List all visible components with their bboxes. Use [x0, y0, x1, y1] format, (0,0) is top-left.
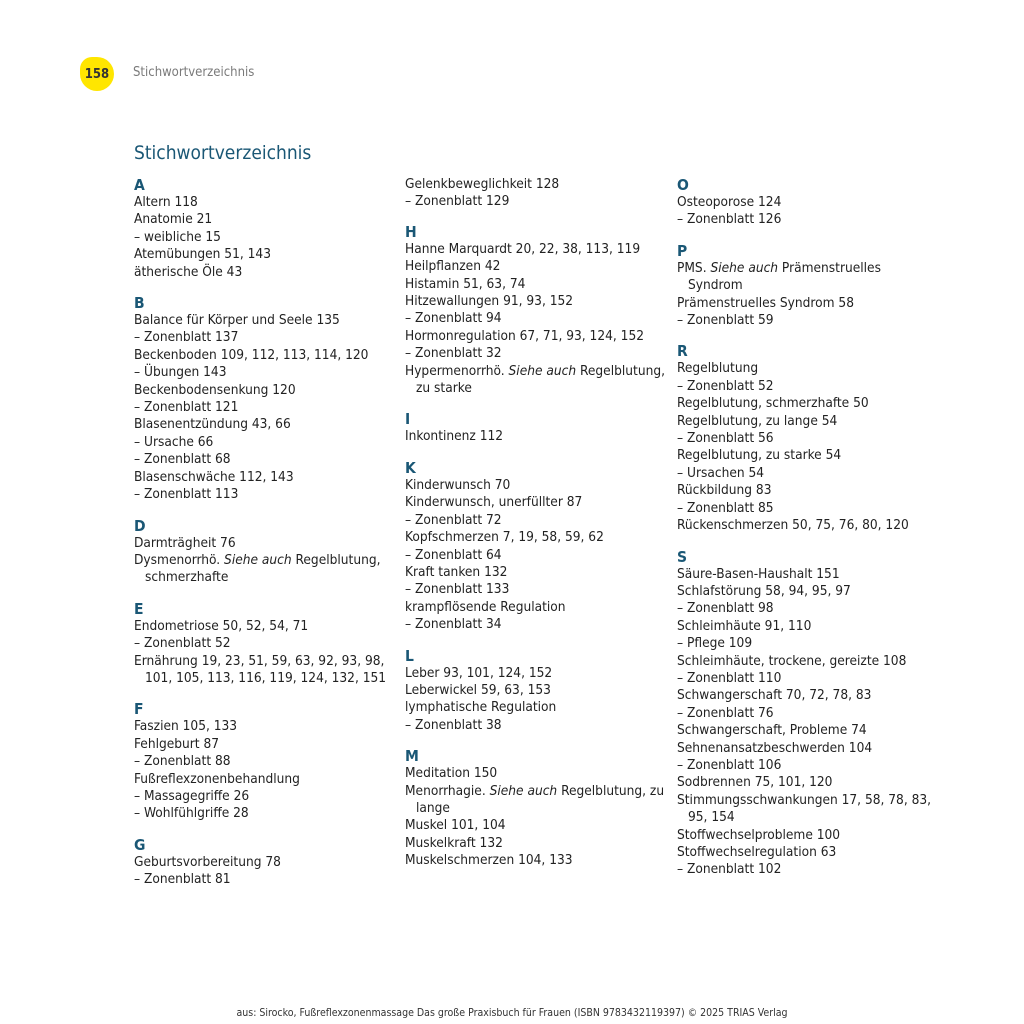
- index-entry: Hanne Marquardt 20, 22, 38, 113, 119: [405, 240, 641, 257]
- index-letter-heading: E: [134, 599, 144, 618]
- index-letter-heading: P: [677, 241, 688, 260]
- index-entry: Kinderwunsch, unerfüllter 87: [405, 494, 583, 511]
- index-group-f: [134, 700, 396, 822]
- index-entry: Schlafstörung 58, 94, 95, 97: [677, 582, 851, 599]
- index-entry: Heilpflanzen 42: [405, 258, 501, 275]
- index-entry: – Zonenblatt 76: [677, 704, 774, 721]
- index-entry: – Pflege 109: [677, 635, 753, 652]
- footer-citation: aus: Sirocko, Fußreflexzonenmassage Das große Praxisbuch für Frauen (ISBN 9783432119397) © 2025 TRIAS Verlag: [236, 1007, 788, 1019]
- index-group-g: [134, 836, 396, 889]
- index-entry: – Zonenblatt 85: [677, 499, 774, 516]
- running-title: Stichwortverzeichnis: [133, 65, 255, 80]
- index-entry: – Zonenblatt 137: [134, 329, 239, 346]
- index-entry: Schwangerschaft 70, 72, 78, 83: [677, 687, 872, 704]
- index-entry: Schleimhäute 91, 110: [677, 617, 812, 634]
- index-entry: Stoffwechselprobleme 100: [677, 826, 841, 843]
- index-group-l: [405, 647, 667, 735]
- index-letter-heading: L: [405, 646, 414, 665]
- index-entry: – Zonenblatt 34: [405, 616, 502, 633]
- index-entry: Ernährung 19, 23, 51, 59, 63, 92, 93, 98, 101, 105, 113, 116, 119, 124, 132, 151: [134, 652, 387, 686]
- index-entry: – Zonenblatt 38: [405, 716, 502, 733]
- index-entry: Gelenkbeweglichkeit 128: [405, 176, 560, 192]
- index-entry: – Zonenblatt 102: [677, 861, 782, 878]
- index-entry: Dysmenorrhö. Siehe auch Regelblutung, schmerzhafte: [134, 551, 381, 586]
- index-entry: Atemübungen 51, 143: [134, 246, 271, 263]
- index-entry: Geburtsvorbereitung 78: [134, 853, 281, 870]
- index-group-k: [405, 459, 667, 634]
- index-entry: Inkontinenz 112: [405, 428, 504, 445]
- index-letter-heading: B: [134, 294, 145, 313]
- index-entry: Beckenboden 109, 112, 113, 114, 120: [134, 346, 369, 363]
- index-entry: Blasenschwäche 112, 143: [134, 468, 294, 485]
- index-entry: Regelblutung: [677, 360, 759, 377]
- index-entry: Menorrhagie. Siehe auch Regelblutung, zu lange: [405, 782, 665, 816]
- index-group-a: [134, 176, 396, 281]
- index-entry: Stoffwechselregulation 63: [677, 844, 837, 860]
- index-group-continued: [405, 176, 667, 211]
- index-group-b: [134, 294, 396, 503]
- index-entry: krampflösende Regulation: [405, 598, 566, 615]
- index-entry: – Zonenblatt 32: [405, 345, 502, 362]
- index-letter-heading: H: [405, 222, 417, 241]
- index-entry: Kinderwunsch 70: [405, 476, 511, 493]
- index-entry: Rückbildung 83: [677, 482, 772, 499]
- index-entry: Osteoporose 124: [677, 194, 782, 210]
- page-number: 158: [84, 66, 110, 82]
- index-letter-heading: O: [677, 176, 689, 194]
- index-entry: Sehnenansatzbeschwerden 104: [677, 739, 873, 756]
- index-entry: Endometriose 50, 52, 54, 71: [134, 617, 309, 634]
- index-letter-heading: I: [405, 410, 411, 429]
- index-entry: – Zonenblatt 126: [677, 211, 782, 228]
- page-number-badge: [80, 57, 114, 91]
- index-entry: Muskelschmerzen 104, 133: [405, 852, 573, 869]
- index-entry: ätherische Öle 43: [134, 263, 243, 280]
- index-entry: – Zonenblatt 72: [405, 511, 502, 528]
- index-entry: – Zonenblatt 133: [405, 581, 510, 598]
- index-entry: Muskel 101, 104: [405, 817, 506, 834]
- index-group-h: [405, 223, 667, 398]
- index-entry: – Zonenblatt 88: [134, 753, 231, 770]
- index-entry: Altern 118: [134, 194, 198, 210]
- index-entry: Leber 93, 101, 124, 152: [405, 664, 553, 681]
- index-entry: Histamin 51, 63, 74: [405, 275, 526, 292]
- index-entry: Schleimhäute, trockene, gereizte 108: [677, 652, 907, 669]
- index-group-o: [677, 176, 939, 229]
- index-entry: Blasenentzündung 43, 66: [134, 416, 291, 433]
- index-letter-heading: D: [134, 516, 146, 535]
- index-entry: – Zonenblatt 56: [677, 430, 774, 447]
- index-entry: Anatomie 21: [134, 211, 213, 228]
- index-entry: – Zonenblatt 110: [677, 669, 782, 686]
- index-entry: Kopfschmerzen 7, 19, 58, 59, 62: [405, 529, 604, 546]
- index-entry: Stimmungsschwankungen 17, 58, 78, 83, 95, 154: [677, 791, 932, 826]
- index-group-d: [134, 517, 396, 587]
- index-letter-heading: G: [134, 835, 146, 854]
- index-entry: Kraft tanken 132: [405, 563, 508, 580]
- index-entry: Fußreflexzonenbehandlung: [134, 770, 300, 787]
- index-letter-heading: A: [134, 176, 145, 194]
- index-entry: Darmträgheit 76: [134, 534, 236, 551]
- index-entry: – Zonenblatt 121: [134, 399, 239, 416]
- index-entry: – Zonenblatt 52: [677, 377, 774, 394]
- index-entry: Meditation 150: [405, 765, 498, 782]
- index-entry: Fehlgeburt 87: [134, 735, 220, 752]
- index-column-2: [405, 176, 667, 870]
- index-group-i: [405, 410, 667, 445]
- index-entry: – Zonenblatt 98: [677, 600, 774, 617]
- index-entry: – Massagegriffe 26: [134, 787, 250, 804]
- index-group-p: [677, 242, 939, 330]
- index-entry: – Wohlfühlgriffe 28: [134, 805, 249, 822]
- index-entry: Sodbrennen 75, 101, 120: [677, 774, 833, 791]
- index-entry: – weibliche 15: [134, 228, 221, 245]
- index-entry: – Zonenblatt 113: [134, 486, 239, 503]
- index-entry: Regelblutung, zu lange 54: [677, 412, 838, 429]
- index-entry: Säure-Basen-Haushalt 151: [677, 565, 840, 582]
- index-letter-heading: F: [134, 700, 144, 719]
- index-letter-heading: M: [405, 747, 419, 766]
- page-title: Stichwortverzeichnis: [134, 142, 312, 164]
- index-group-e: [134, 600, 396, 688]
- index-entry: – Zonenblatt 106: [677, 756, 782, 773]
- index-entry: Muskelkraft 132: [405, 834, 503, 851]
- index-entry: – Zonenblatt 68: [134, 451, 231, 468]
- index-entry: Hormonregulation 67, 71, 93, 124, 152: [405, 327, 644, 344]
- index-entry: – Ursache 66: [134, 433, 214, 450]
- index-entry: Hitzewallungen 91, 93, 152: [405, 293, 574, 310]
- index-entry: Rückenschmerzen 50, 75, 76, 80, 120: [677, 517, 909, 534]
- index-entry: Schwangerschaft, Probleme 74: [677, 722, 867, 739]
- index-group-m: [405, 747, 667, 869]
- index-entry: Hypermenorrhö. Siehe auch Regelblutung, zu starke: [405, 362, 665, 397]
- index-entry: Regelblutung, zu starke 54: [677, 447, 842, 464]
- index-entry: – Zonenblatt 129: [405, 193, 510, 210]
- index-entry: Balance für Körper und Seele 135: [134, 312, 340, 329]
- index-group-s: [677, 548, 939, 879]
- index-entry: Faszien 105, 133: [134, 718, 238, 735]
- index-letter-heading: S: [677, 547, 688, 566]
- index-entry: Beckenbodensenkung 120: [134, 381, 296, 398]
- index-entry: Leberwickel 59, 63, 153: [405, 681, 551, 698]
- index-entry: PMS. Siehe auch Prämenstruelles Syndrom: [677, 259, 881, 294]
- index-entry: Regelblutung, schmerzhafte 50: [677, 395, 869, 412]
- index-letter-heading: K: [405, 458, 416, 477]
- index-entry: lymphatische Regulation: [405, 699, 557, 716]
- index-entry: – Übungen 143: [134, 364, 227, 381]
- index-entry: – Zonenblatt 64: [405, 546, 502, 563]
- index-entry: – Zonenblatt 59: [677, 312, 774, 329]
- index-entry: – Ursachen 54: [677, 464, 765, 481]
- index-group-r: [677, 342, 939, 534]
- index-entry: – Zonenblatt 94: [405, 310, 502, 327]
- index-column-3: [677, 176, 939, 879]
- index-entry: – Zonenblatt 52: [134, 635, 231, 652]
- index-entry: – Zonenblatt 81: [134, 871, 231, 888]
- index-entry: Prämenstruelles Syndrom 58: [677, 294, 854, 311]
- index-column-1: [134, 176, 396, 889]
- index-letter-heading: R: [677, 342, 688, 361]
